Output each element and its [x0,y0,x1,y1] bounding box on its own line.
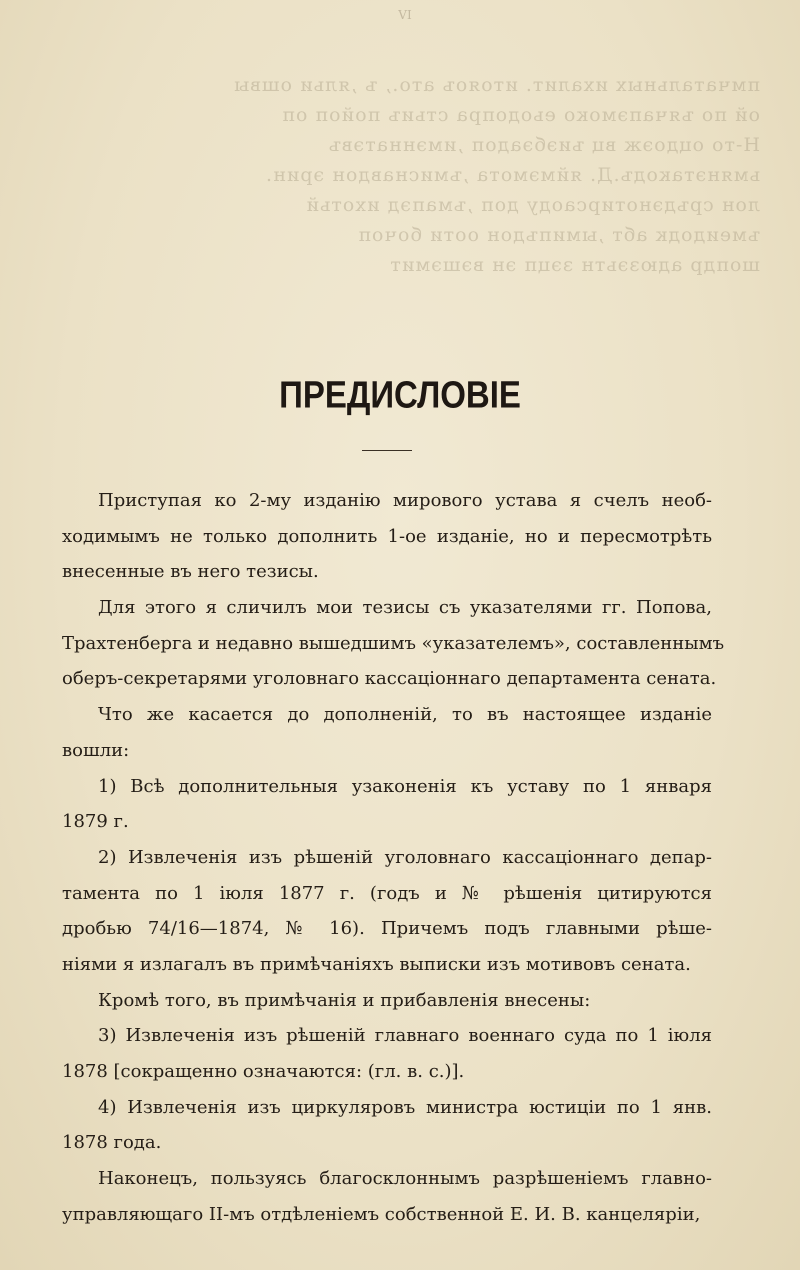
title-divider [362,450,412,451]
paragraph [62,840,712,983]
text-line: Трахтенберга и недавно вышедшимъ «указателемъ», составленнымъ [62,632,725,654]
text-line: ніями я излагалъ въ примѣчаніяхъ выписки изъ мотивовъ сената. [62,953,691,975]
text-line: 4) Извлеченія изъ циркуляровъ министра юстиціи по 1 янв. [98,1096,712,1118]
paragraph [62,1161,712,1232]
bleed-line: ъмеидодк абт ,ымипъдон ооти бочоп [357,224,760,246]
text-line: Приступая ко 2-му изданію мирового устава я счелъ необ- [98,490,712,511]
bleed-line: лон сръдэнотирсаоду доп ,ъмапэд ихотьй [305,194,760,216]
page-title: ПРЕДИСЛОВІЕ [279,373,521,416]
text-line: Для этого я сличилъ мои тезисы съ указателями гг. Попова, [98,597,712,619]
bleed-line: шопдр адюзэьтн зэцп эн вэшэмит [389,254,760,276]
text-line: оберъ-секретарями уголовнаго кассаціоннаго департамента сената. [62,668,717,690]
paragraph [62,1090,712,1161]
text-line: 2) Извлеченія изъ рѣшеній уголовнаго кассаціоннаго депар- [98,846,712,868]
paragraph [62,1018,712,1089]
bleed-line: Н-то оцдоэж вц ъиэбэадоп ,имэннатэвъ [327,134,760,156]
text-line: вошли: [62,739,130,761]
paragraph [62,483,712,590]
text-line: 1878 [сокращенно означаются: (гл. в. с.)]. [62,1061,465,1082]
bleed-line: пмчатальных ихалит. итояоъ ато., ъ ,яльи ошвы [233,74,760,96]
paragraph [62,590,725,697]
paragraph [62,697,712,768]
text-line: внесенные въ него тезисы. [62,561,319,583]
paragraph [62,983,712,1019]
text-line: управляющаго II-мъ отдѣленіемъ собственной Е. И. В. канцеляріи, [62,1203,701,1225]
text-line: тамента по 1 іюля 1877 г. (годъ и № рѣшенія цитируются [62,882,712,904]
bleed-line: ой по ъячапэмоко еьодопра стьиъ пойоп оп [281,104,760,126]
text-line: Кромѣ того, въ примѣчанія и прибавленія внесены: [98,989,591,1011]
bleed-line: ьмянэтакодъ.Д. яймэмота ,ъмиснавдон эрин. [265,164,760,186]
text-line: дробью 74/16—1874, № 16). Причемъ подъ главными рѣше- [62,918,712,940]
paragraph [62,769,712,840]
text-line: 1) Всѣ дополнительныя узаконенія къ уставу по 1 января [98,775,712,797]
text-line: 3) Извлеченія изъ рѣшеній главнаго военнаго суда по 1 іюля [98,1025,712,1047]
text-line: Что же касается до дополненій, то въ настоящее изданіе [98,704,712,726]
text-line: 1878 года. [62,1132,162,1154]
text-line: Наконецъ, пользуясь благосклоннымъ разрѣшеніемъ главно- [98,1168,712,1190]
preface-body [62,483,725,1232]
text-line: ходимымъ не только дополнить 1-ое изданіе, но и пересмотрѣть [62,525,712,547]
page-number: VI [398,8,412,22]
bleed-through-text [60,70,760,280]
text-line: 1879 г. [62,811,129,833]
